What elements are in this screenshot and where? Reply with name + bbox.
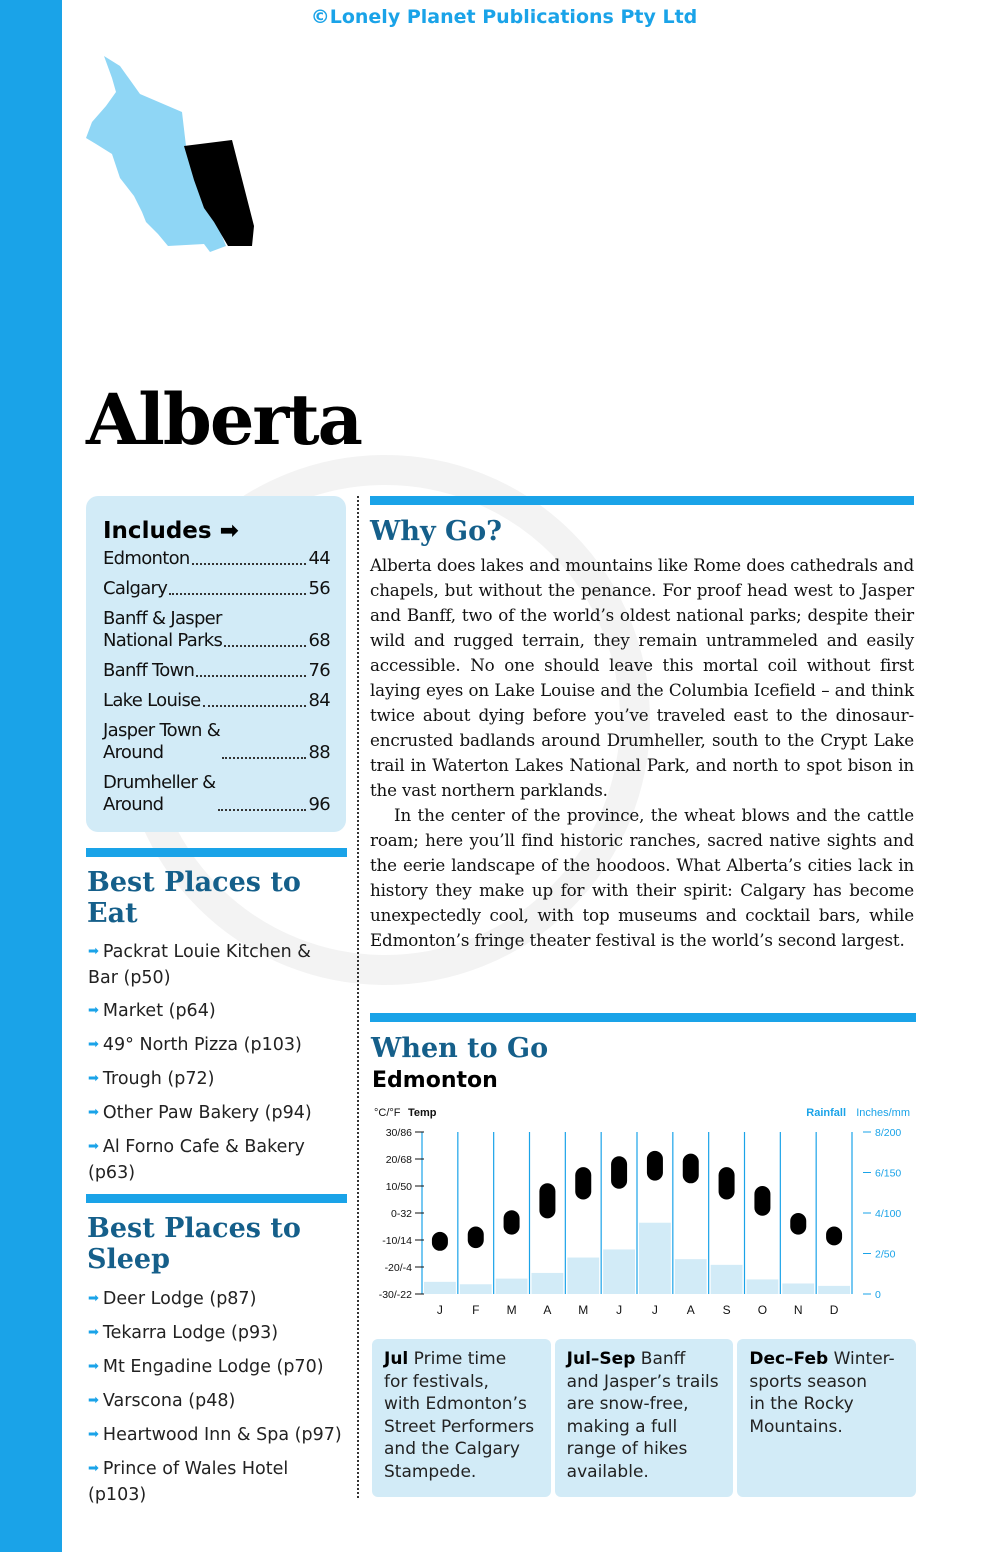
- temperature-range-bar: [719, 1167, 735, 1199]
- includes-item: [103, 720, 330, 764]
- season-description: Prime time for festivals, with Edmonton’s Street Performers and the Calgary Stampede.: [384, 1349, 535, 1482]
- temp-tick-label: -20/-4: [384, 1262, 412, 1274]
- season-card: [372, 1339, 551, 1497]
- month-label: F: [472, 1303, 480, 1317]
- best-sleep-heading: Best Places to Sleep: [87, 1213, 301, 1275]
- temperature-range-bar: [468, 1227, 484, 1249]
- temperature-range-bar: [539, 1183, 555, 1218]
- place-item-text: Al Forno Cafe & Bakery (p63): [88, 1137, 305, 1183]
- includes-item-page: 44: [308, 548, 330, 569]
- place-item-text: Trough (p72): [102, 1069, 215, 1089]
- rain-tick-label: 8/200: [875, 1127, 902, 1139]
- temp-tick-label: 10/50: [385, 1181, 412, 1193]
- why-go-rule: [370, 496, 914, 505]
- arrow-right-icon: ➡: [88, 1325, 99, 1340]
- when-to-go-heading: When to Go: [371, 1033, 549, 1064]
- why-go-heading: Why Go?: [370, 516, 502, 547]
- copyright-notice: ©Lonely Planet Publications Pty Ltd: [310, 6, 698, 28]
- locator-map: [82, 50, 260, 265]
- place-item: [88, 1135, 343, 1186]
- month-label: J: [436, 1303, 443, 1317]
- rain-axis-label: Rainfall: [806, 1107, 846, 1119]
- place-item: [88, 1287, 343, 1313]
- temperature-range-bar: [611, 1156, 627, 1188]
- rain-tick-label: 0: [875, 1289, 881, 1301]
- dot-leader: [222, 757, 306, 759]
- place-item-text: Heartwood Inn & Spa (p97): [102, 1425, 342, 1445]
- why-go-paragraph: Alberta does lakes and mountains like Rome does cathedrals and chapels, but without the penance. For proof head west to Jasper and Banff, two of the world’s oldest national parks; despite their wild and rugged terrain, they remain untrammeled and easily accessible. No one should leave this mortal coil without first laying eyes on Lake Louise and the Columbia Icefield – and think twice about dying before you’ve traveled east to the dinosaur-encrusted badlands around Drumheller, south to the Crypt Lake trail in Waterton Lakes National Park, and north to spot bison in the vast northern parklands.: [370, 555, 914, 800]
- why-go-body: [370, 553, 914, 953]
- season-description: Banff and Jasper’s trails are snow-free, making a full range of hikes available.: [566, 1349, 719, 1482]
- place-item-text: Packrat Louie Kitchen & Bar (p50): [88, 942, 311, 988]
- temperature-range-bar: [754, 1186, 770, 1216]
- rainfall-bar: [639, 1223, 671, 1294]
- includes-item-page: 68: [308, 630, 330, 651]
- rainfall-bar: [496, 1279, 528, 1294]
- arrow-right-icon: ➡: [88, 1003, 99, 1018]
- place-item: [88, 1033, 343, 1059]
- rainfall-bar: [818, 1286, 850, 1294]
- place-item-text: Market (p64): [102, 1001, 216, 1021]
- place-item-text: 49° North Pizza (p103): [102, 1035, 302, 1055]
- dot-leader: [218, 809, 307, 811]
- place-item: [88, 940, 343, 991]
- temperature-range-bar: [683, 1154, 699, 1184]
- best-sleep-rule: [86, 1194, 347, 1203]
- includes-item-name: Drumheller & Around: [103, 772, 216, 815]
- rain-tick-label: 6/150: [875, 1167, 902, 1180]
- season-period: Dec–Feb: [749, 1349, 829, 1369]
- includes-item: [103, 608, 330, 652]
- season-card: [737, 1339, 916, 1497]
- page-title: Alberta: [86, 378, 361, 461]
- includes-item-page: 76: [308, 660, 330, 681]
- place-item: [88, 1321, 343, 1347]
- temp-axis-label: Temp: [408, 1107, 437, 1119]
- month-label: J: [651, 1303, 658, 1317]
- place-item: [88, 1355, 343, 1381]
- rainfall-bar: [675, 1259, 707, 1294]
- includes-heading: [103, 518, 330, 544]
- place-item: [88, 1101, 343, 1127]
- includes-item-name: Lake Louise: [103, 690, 201, 711]
- month-label: A: [686, 1303, 695, 1317]
- temp-tick-label: -30/-22: [378, 1289, 412, 1301]
- includes-item-name: Banff & Jasper National Parks: [103, 608, 223, 651]
- arrow-right-icon: ➡: [88, 1461, 99, 1476]
- includes-item-name: Calgary: [103, 578, 168, 599]
- place-item: [88, 1389, 343, 1415]
- includes-item: [103, 660, 330, 682]
- arrow-right-icon: ➡: [88, 1139, 99, 1154]
- rainfall-bar: [567, 1258, 599, 1294]
- arrow-right-icon: ➡: [219, 518, 239, 544]
- temp-axis-unit: °C/°F: [374, 1107, 401, 1119]
- month-label: D: [829, 1303, 839, 1317]
- climate-chart: [364, 1100, 916, 1325]
- season-cards: [372, 1339, 916, 1497]
- includes-item: [103, 548, 330, 570]
- includes-item-name: Jasper Town & Around: [103, 720, 221, 763]
- includes-heading-text: Includes: [103, 518, 212, 544]
- why-go-paragraph: In the center of the province, the wheat blows and the cattle roam; here you’ll find historic ranches, sacred native sights and the eerie landscape of the hoodoos. What Alberta’s cities lack in history they make up for with their spirit: Calgary has become unexpectedly cool, with top museums and cocktail bars, while Edmonton’s fringe theater festival is the world’s second largest.: [370, 805, 914, 950]
- includes-item: [103, 772, 330, 816]
- when-to-go-rule: [370, 1013, 916, 1022]
- best-sleep-list: [88, 1287, 343, 1516]
- temp-tick-label: -10/14: [382, 1235, 412, 1247]
- temperature-range-bar: [575, 1167, 591, 1199]
- place-item: [88, 1423, 343, 1449]
- place-item-text: Deer Lodge (p87): [102, 1289, 257, 1309]
- includes-item: [103, 578, 330, 600]
- season-period: Jul: [384, 1349, 409, 1369]
- arrow-right-icon: ➡: [88, 944, 99, 959]
- place-item-text: Prince of Wales Hotel (p103): [88, 1459, 289, 1505]
- best-eat-list: [88, 940, 343, 1194]
- season-description: Winter- sports season in the Rocky Mountains.: [749, 1349, 895, 1437]
- dot-leader: [224, 645, 306, 647]
- rainfall-bar: [424, 1282, 456, 1294]
- dot-leader: [203, 705, 307, 707]
- dot-leader: [196, 675, 306, 677]
- includes-item-page: 96: [308, 794, 330, 815]
- arrow-right-icon: ➡: [88, 1037, 99, 1052]
- arrow-right-icon: ➡: [88, 1393, 99, 1408]
- rain-axis-unit: Inches/mm: [856, 1107, 910, 1119]
- includes-item-page: 88: [308, 742, 330, 763]
- includes-item-name: Edmonton: [103, 548, 190, 569]
- rainfall-bar: [747, 1279, 779, 1294]
- place-item-text: Tekarra Lodge (p93): [102, 1323, 279, 1343]
- temperature-range-bar: [790, 1213, 806, 1235]
- best-eat-heading: Best Places to Eat: [87, 867, 301, 929]
- temperature-range-bar: [826, 1227, 842, 1246]
- includes-box: [86, 496, 346, 832]
- place-item: [88, 999, 343, 1025]
- rainfall-bar: [532, 1273, 564, 1294]
- rain-tick-label: 2/50: [875, 1248, 896, 1261]
- includes-item: [103, 690, 330, 712]
- month-label: O: [757, 1303, 768, 1317]
- arrow-right-icon: ➡: [88, 1291, 99, 1306]
- rain-tick-label: 4/100: [875, 1208, 902, 1220]
- dot-leader: [192, 563, 307, 565]
- dot-leader: [169, 593, 306, 595]
- rainfall-bar: [711, 1265, 743, 1294]
- includes-item-page: 84: [308, 690, 330, 711]
- column-divider: [357, 496, 359, 1498]
- arrow-right-icon: ➡: [88, 1427, 99, 1442]
- arrow-right-icon: ➡: [88, 1071, 99, 1086]
- includes-item-name: Banff Town: [103, 660, 195, 681]
- chart-city-name: Edmonton: [372, 1068, 498, 1093]
- season-card: [555, 1339, 734, 1497]
- includes-list: [103, 548, 330, 816]
- place-item: [88, 1067, 343, 1093]
- arrow-right-icon: ➡: [88, 1359, 99, 1374]
- place-item-text: Mt Engadine Lodge (p70): [102, 1357, 324, 1377]
- temperature-range-bar: [647, 1151, 663, 1181]
- rainfall-bar: [603, 1249, 635, 1294]
- includes-item-page: 56: [308, 578, 330, 599]
- rainfall-bar: [460, 1284, 492, 1294]
- place-item-text: Other Paw Bakery (p94): [102, 1103, 312, 1123]
- month-label: J: [616, 1303, 623, 1317]
- left-accent-bar: [0, 0, 62, 1552]
- season-period: Jul–Sep: [566, 1349, 636, 1369]
- temperature-range-bar: [432, 1232, 448, 1251]
- temp-tick-label: 20/68: [385, 1154, 412, 1166]
- month-label: M: [506, 1303, 517, 1317]
- temp-tick-label: 30/86: [385, 1127, 412, 1139]
- arrow-right-icon: ➡: [88, 1105, 99, 1120]
- rainfall-bar: [782, 1283, 814, 1294]
- place-item: [88, 1457, 343, 1508]
- month-label: A: [543, 1303, 552, 1317]
- place-item-text: Varscona (p48): [102, 1391, 236, 1411]
- temp-tick-label: 0-32: [390, 1208, 412, 1220]
- month-label: S: [722, 1303, 731, 1317]
- month-label: M: [578, 1303, 589, 1317]
- best-eat-rule: [86, 848, 347, 857]
- month-label: N: [793, 1303, 803, 1317]
- temperature-range-bar: [504, 1210, 520, 1234]
